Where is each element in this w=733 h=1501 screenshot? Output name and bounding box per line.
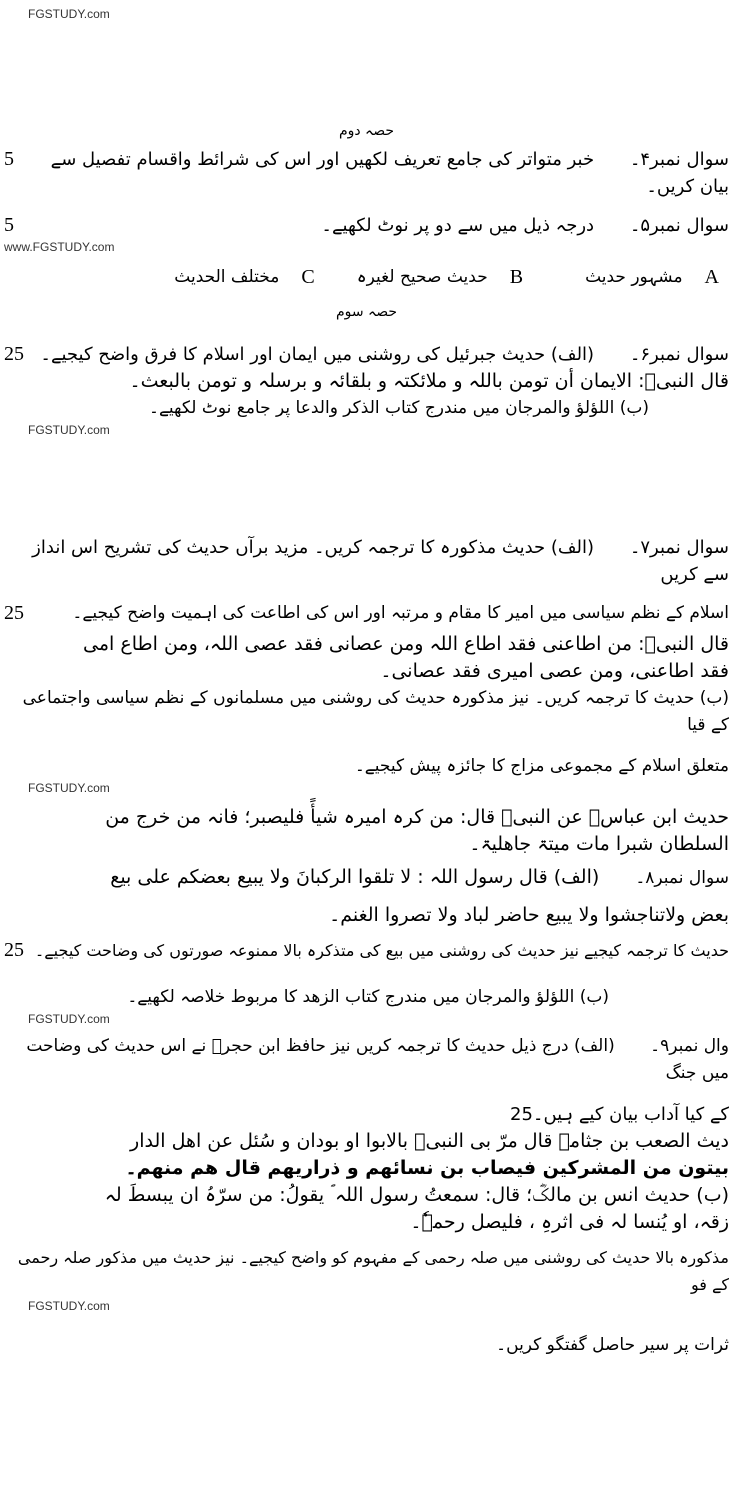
question-text: (الف) حدیث مذکورہ کا ترجمہ کریں۔ مزید برآں حدیث کی تشریح اس انداز سے کریں bbox=[32, 537, 729, 585]
question-text: متعلق اسلام کے مجموعی مزاج کا جائزہ پیش کیجیے۔ bbox=[354, 756, 729, 776]
arabic-text: بعض ولاتناجشوا ولا یبیع حاضر لباد ولا تصروا الغنم۔ bbox=[329, 904, 729, 926]
question-label: سوال نمبر۶۔ bbox=[629, 344, 729, 365]
arabic-text: السلطان شبرا مات میتۃ جاھلیۃ۔ bbox=[469, 833, 729, 855]
marks: 25 bbox=[4, 602, 24, 624]
arabic-text: دیث الصعب بن جثامۃ قال مرّ بی النبیؐ بالابوا او بودان و سُئل عن اھل الدار bbox=[130, 1130, 729, 1152]
question-text: (الف) قال رسول اللہ : لا تلقوا الرکبانَ ولا یبیع بعضکم علی بیع bbox=[110, 866, 600, 888]
marks: 5 bbox=[4, 214, 14, 236]
arabic-text: زقہ، او یُنسا لہ فی اثرہِ ، فلیصل رحمہٗ۔ bbox=[410, 1211, 729, 1233]
question-7-line2 bbox=[4, 600, 729, 627]
question-text: حدیث کا ترجمہ کیجیے نیز حدیث کی روشنی میں بیع کی متذکرہ بالا ممنوعہ صورتوں کی وضاحت کیجیے۔ bbox=[34, 941, 729, 960]
question-label: سوال نمبر۵۔ bbox=[629, 215, 729, 236]
marks: 5 bbox=[4, 148, 14, 170]
section-heading: حصہ سوم bbox=[335, 304, 398, 320]
question-text: اسلام کے نظم سیاسی میں امیر کا مقام و مرتبہ اور اس کی اطاعت کی اہمیت واضح کیجیے۔ bbox=[72, 603, 729, 623]
question-text: ثرات پر سیر حاصل گفتگو کریں۔ bbox=[496, 1335, 729, 1355]
question-9 bbox=[4, 1033, 729, 1087]
question-7 bbox=[4, 534, 729, 588]
question-text: (الف) حدیث جبرئیل کی روشنی میں ایمان اور اسلام کا فرق واضح کیجیے۔ bbox=[40, 344, 595, 365]
arabic-text: حدیث ابن عباسؓ عن النبیؐ قال: من کرہ امیرہ شیأً فلیصبر؛ فانہ من خرج من bbox=[105, 806, 729, 828]
question-4 bbox=[4, 146, 729, 200]
arabic-text: قال النبیؐ: من اطاعنی فقد اطاع اللہ ومن عصانی فقد عصی اللہ، ومن اطاع امی bbox=[83, 633, 729, 655]
question-part-b: (ب) اللؤلؤ والمرجان میں مندرج کتاب الزھد کا مربوط خلاصہ لکھیے۔ bbox=[127, 987, 609, 1007]
option-text: مشہور حدیث bbox=[585, 267, 683, 287]
option-letter: A bbox=[704, 266, 719, 288]
question-label: سوال نمبر۴۔ bbox=[629, 149, 729, 170]
watermark: FGSTUDY.com bbox=[28, 7, 110, 21]
question-text: خبر متواتر کی جامع تعریف لکھیں اور اس کی شرائط واقسام تفصیل سے بیان کریں۔ bbox=[50, 149, 729, 197]
watermark: FGSTUDY.com bbox=[28, 781, 110, 795]
question-8-instr bbox=[4, 937, 729, 964]
question-6 bbox=[4, 341, 729, 368]
options-row bbox=[4, 263, 729, 291]
question-label: وال نمبر۹۔ bbox=[650, 1036, 729, 1056]
question-text: (الف) درج ذیل حدیث کا ترجمہ کریں نیز حافظ ابن حجرؒ نے اس حدیث کی وضاحت میں جنگ bbox=[26, 1036, 729, 1083]
arabic-text: بیتون من المشرکین فیصاب بن نسائھم و ذراریھم قال ھم منھم۔ bbox=[125, 1157, 729, 1179]
option-letter: C bbox=[301, 266, 315, 288]
marks: 25 bbox=[4, 343, 24, 365]
question-label: سوال نمبر۸۔ bbox=[635, 868, 729, 888]
question-label: سوال نمبر۷۔ bbox=[629, 537, 729, 558]
section-heading: حصہ دوم bbox=[338, 123, 395, 139]
question-part-b: (ب) اللؤلؤ والمرجان میں مندرج کتاب الذکر والدعا پر جامع نوٹ لکھیے۔ bbox=[149, 398, 649, 418]
question-5 bbox=[4, 212, 729, 239]
question-part-b: (ب) حدیث کا ترجمہ کریں۔ نیز مذکورہ حدیث کی روشنی میں مسلمانوں کے نظم سیاسی واجتماعی کے قیا bbox=[22, 688, 729, 735]
question-text: مذکورہ بالا حدیث کی روشنی میں صلہ رحمی کے مفہوم کو واضح کیجیے۔ نیز حدیث میں مذکور صلہ رحمی کے فو bbox=[17, 1248, 729, 1294]
arabic-text: فقد اطاعنی، ومن عصی امیری فقد عصانی۔ bbox=[380, 660, 729, 682]
question-text: کے کیا آداب بیان کیے ہیں۔25 bbox=[510, 1104, 729, 1125]
arabic-text: قال النبیؐ: الایمان أن تومن باللہ و ملائکتہ و بلقائہ و برسلہ و تومن بالبعث۔ bbox=[129, 370, 729, 392]
watermark: FGSTUDY.com bbox=[28, 1299, 110, 1313]
watermark: FGSTUDY.com bbox=[28, 1012, 110, 1026]
option-letter: B bbox=[509, 266, 524, 288]
option-text: حدیث صحیح لغیرہ bbox=[356, 267, 488, 287]
question-text: درجہ ذیل میں سے دو پر نوٹ لکھیے۔ bbox=[321, 215, 595, 236]
option-text: مختلف الحدیث bbox=[174, 267, 280, 287]
question-8 bbox=[4, 864, 729, 892]
marks: 25 bbox=[4, 939, 24, 961]
watermark: www.FGSTUDY.com bbox=[4, 240, 115, 254]
arabic-text: (ب) حدیث انس بن مالکؓ؛ قال: سمعتُ رسول اللہ ؐ یقولُ: من سرّہُ ان یبسطَ لہ bbox=[104, 1184, 729, 1206]
watermark: FGSTUDY.com bbox=[28, 423, 110, 437]
